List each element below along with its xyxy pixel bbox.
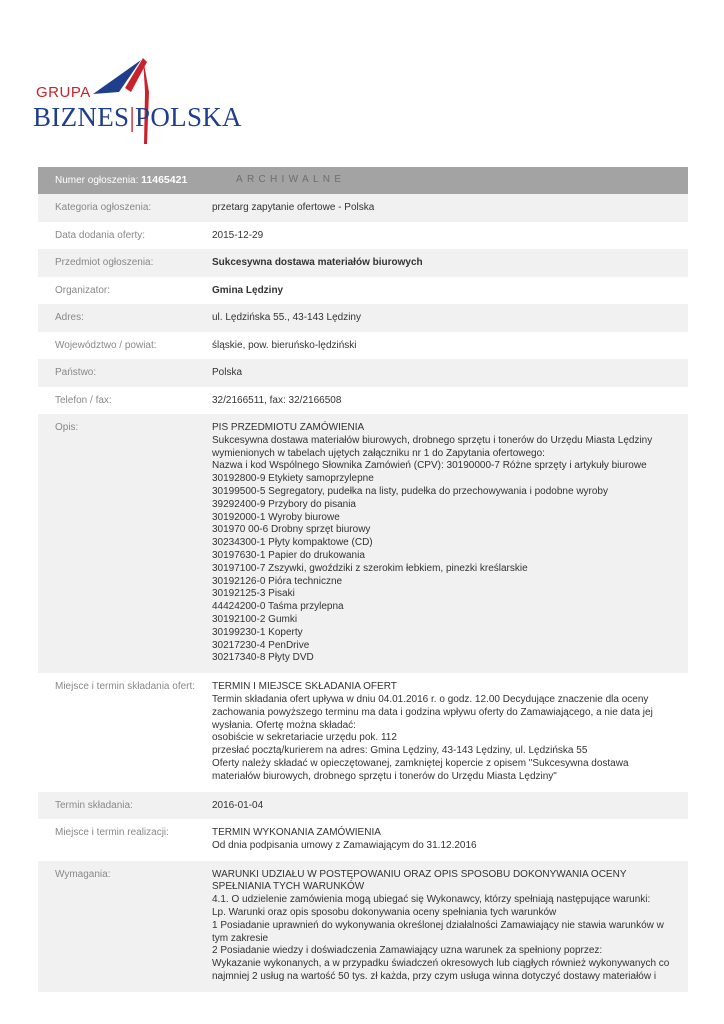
row-przedmiot [38,249,688,277]
field-value: przetarg zapytanie ofertowe - Polska [212,202,375,213]
field-value-miejsce-ofert [198,673,688,791]
field-value: 32/2166511, fax: 32/2166508 [212,394,342,406]
row-kategoria [38,194,688,222]
text-line: Oferty należy składać w opieczętowanej, zamkniętej kopercie z opisem "Sukcesywna dostawa materiałów biurowych, drobnego sprzętu i tonerów do Urzędu Miasta Lędziny" [212,757,629,782]
text-line: Sukcesywna dostawa materiałów biurowych, drobnego sprzętu i tonerów do Urzędu Miasta Lędziny wymienionych w tabelach ujętych załączniku nr 1 do Zapytania ofertowego: [212,434,653,459]
text-line: 30192126-0 Pióra techniczne [212,575,343,587]
field-value-wymagania [198,861,688,992]
announcement-number-label: Numer ogłoszenia: [55,175,139,186]
field-label: Data dodania oferty: [55,229,146,241]
field-label: Miejsce i termin realizacji: [55,827,169,839]
announcement-number: 11465421 [141,174,188,186]
text-line: TERMIN WYKONANIA ZAMÓWIENIA [212,827,381,839]
field-label: Miejsce i termin składania ofert: [55,681,196,693]
field-value: 2016-01-04 [212,799,264,811]
archive-status: ARCHIWALNE [236,174,346,185]
text-line: 30192125-3 Pisaki [212,588,295,600]
row-panstwo [38,359,688,387]
text-line: 30199500-5 Segregatory, pudełka na listy, pudełka do przechowywania i podobne wyroby [212,485,608,497]
text-line: 44424200-0 Taśma przylepna [212,601,344,613]
field-value: śląskie, pow. bieruńsko-lędziński [212,339,357,351]
announcement-header [38,167,688,194]
field-value: Gmina Lędziny [212,284,284,296]
row-wojewodztwo [38,332,688,360]
text-line: 30197630-1 Papier do drukowania [212,549,365,561]
field-label: Kategoria ogłoszenia: [55,202,152,213]
text-line: 39292400-9 Przybory do pisania [212,498,356,510]
field-label: Telefon / fax: [55,394,112,406]
text-line: PIS PRZEDMIOTU ZAMÓWIENIA [212,422,365,433]
text-line: osobiście w sekretariacie urzędu pok. 112 [212,732,397,744]
text-line: TERMIN I MIEJSCE SKŁADANIA OFERT [212,681,397,693]
text-line: 30192100-2 Gumki [212,613,298,625]
text-line: WARUNKI UDZIAŁU W POSTĘPOWANIU ORAZ OPIS SPOSOBU DOKONYWANIA OCENY SPEŁNIANIA TYCH WARUNKÓW [212,868,627,893]
text-line: Od dnia podpisania umowy z Zamawiającym do 31.12.2016 [212,839,477,851]
text-line: Termin składania ofert upływa w dniu 04.01.2016 r. o godz. 12.00 Decydujące znaczenie dla oceny zachowania powyższego terminu ma data i godzina wpływu oferty do Zamawiającego, a nie data jej wysłania. Ofertę można składać: [212,693,653,731]
field-label: Adres: [55,312,84,323]
row-telefon [38,387,688,415]
text-line: 30199230-1 Koperty [212,626,303,638]
text-line: Wykazanie wykonanych, a w przypadku świadczeń okresowych lub ciągłych również wykonywanych co najmniej 2 usług na wartość 50 tys. zł każda, przy czym usługa winna dotyczyć dostawy materiałów i [212,958,670,982]
field-label: Państwo: [55,367,97,378]
row-organizator [38,277,688,305]
text-line: 301970 00-6 Drobny sprzęt biurowy [212,524,371,536]
row-wymagania [38,861,688,992]
field-value-realizacja [198,819,688,861]
field-label: Przedmiot ogłoszenia: [55,257,154,268]
announcement-sheet [38,167,688,992]
row-miejsce-ofert [38,673,688,791]
field-value: Sukcesywna dostawa materiałów biurowych [212,257,423,268]
row-adres [38,304,688,332]
text-line: 30217230-4 PenDrive [212,639,310,651]
row-data-dodania [38,222,688,250]
logo-grupa-text: GRUPA [36,84,91,101]
field-value: ul. Lędzińska 55., 43-143 Lędziny [212,312,361,323]
field-label: Wymagania: [55,868,111,880]
text-line: 30234300-1 Płyty kompaktowe (CD) [212,537,373,549]
text-line: 4.1. O udzielenie zamówienia mogą ubiegać się Wykonawcy, którzy spełniają następujące warunki: [212,894,651,906]
text-line: 2 Posiadanie wiedzy i doświadczenia Zamawiający uzna warunek za spełniony poprzez: [212,945,603,957]
text-line: Nazwa i kod Wspólnego Słownika Zamówień (CPV): 30190000-7 Różne sprzęty i artykuły biurowe [212,460,647,472]
row-termin-skladania [38,792,688,820]
logo-main-text: BIZNES|POLSKA [33,102,242,132]
text-line: 30217340-8 Płyty DVD [212,652,314,664]
field-value-opis [198,414,688,673]
row-opis [38,414,688,673]
text-line: Lp. Warunki oraz opis sposobu dokonywania oceny spełniania tych warunków [212,907,557,918]
field-label: Termin składania: [55,799,133,811]
text-line: przesłać pocztą/kurierem na adres: Gmina Lędziny, 43-143 Lędziny, ul. Lędzińska 55 [212,745,588,757]
text-line: 1 Posiadanie uprawnień do wykonywania określonej działalności Zamawiający nie stawia warunków w tym zakresie [212,919,664,944]
text-line: 30192800-9 Etykiety samoprzylepne [212,473,374,485]
row-realizacja [38,819,688,861]
text-line: 30192000-1 Wyroby biurowe [212,511,340,523]
field-label: Województwo / powiat: [55,339,157,351]
company-logo[interactable] [33,52,242,144]
field-label: Organizator: [55,284,111,296]
field-label: Opis: [55,422,79,433]
field-value: Polska [212,367,243,378]
text-line: 30197100-7 Zszywki, gwoździki z szerokim łebkiem, pinezki kreślarskie [212,562,528,574]
field-value: 2015-12-29 [212,229,264,241]
